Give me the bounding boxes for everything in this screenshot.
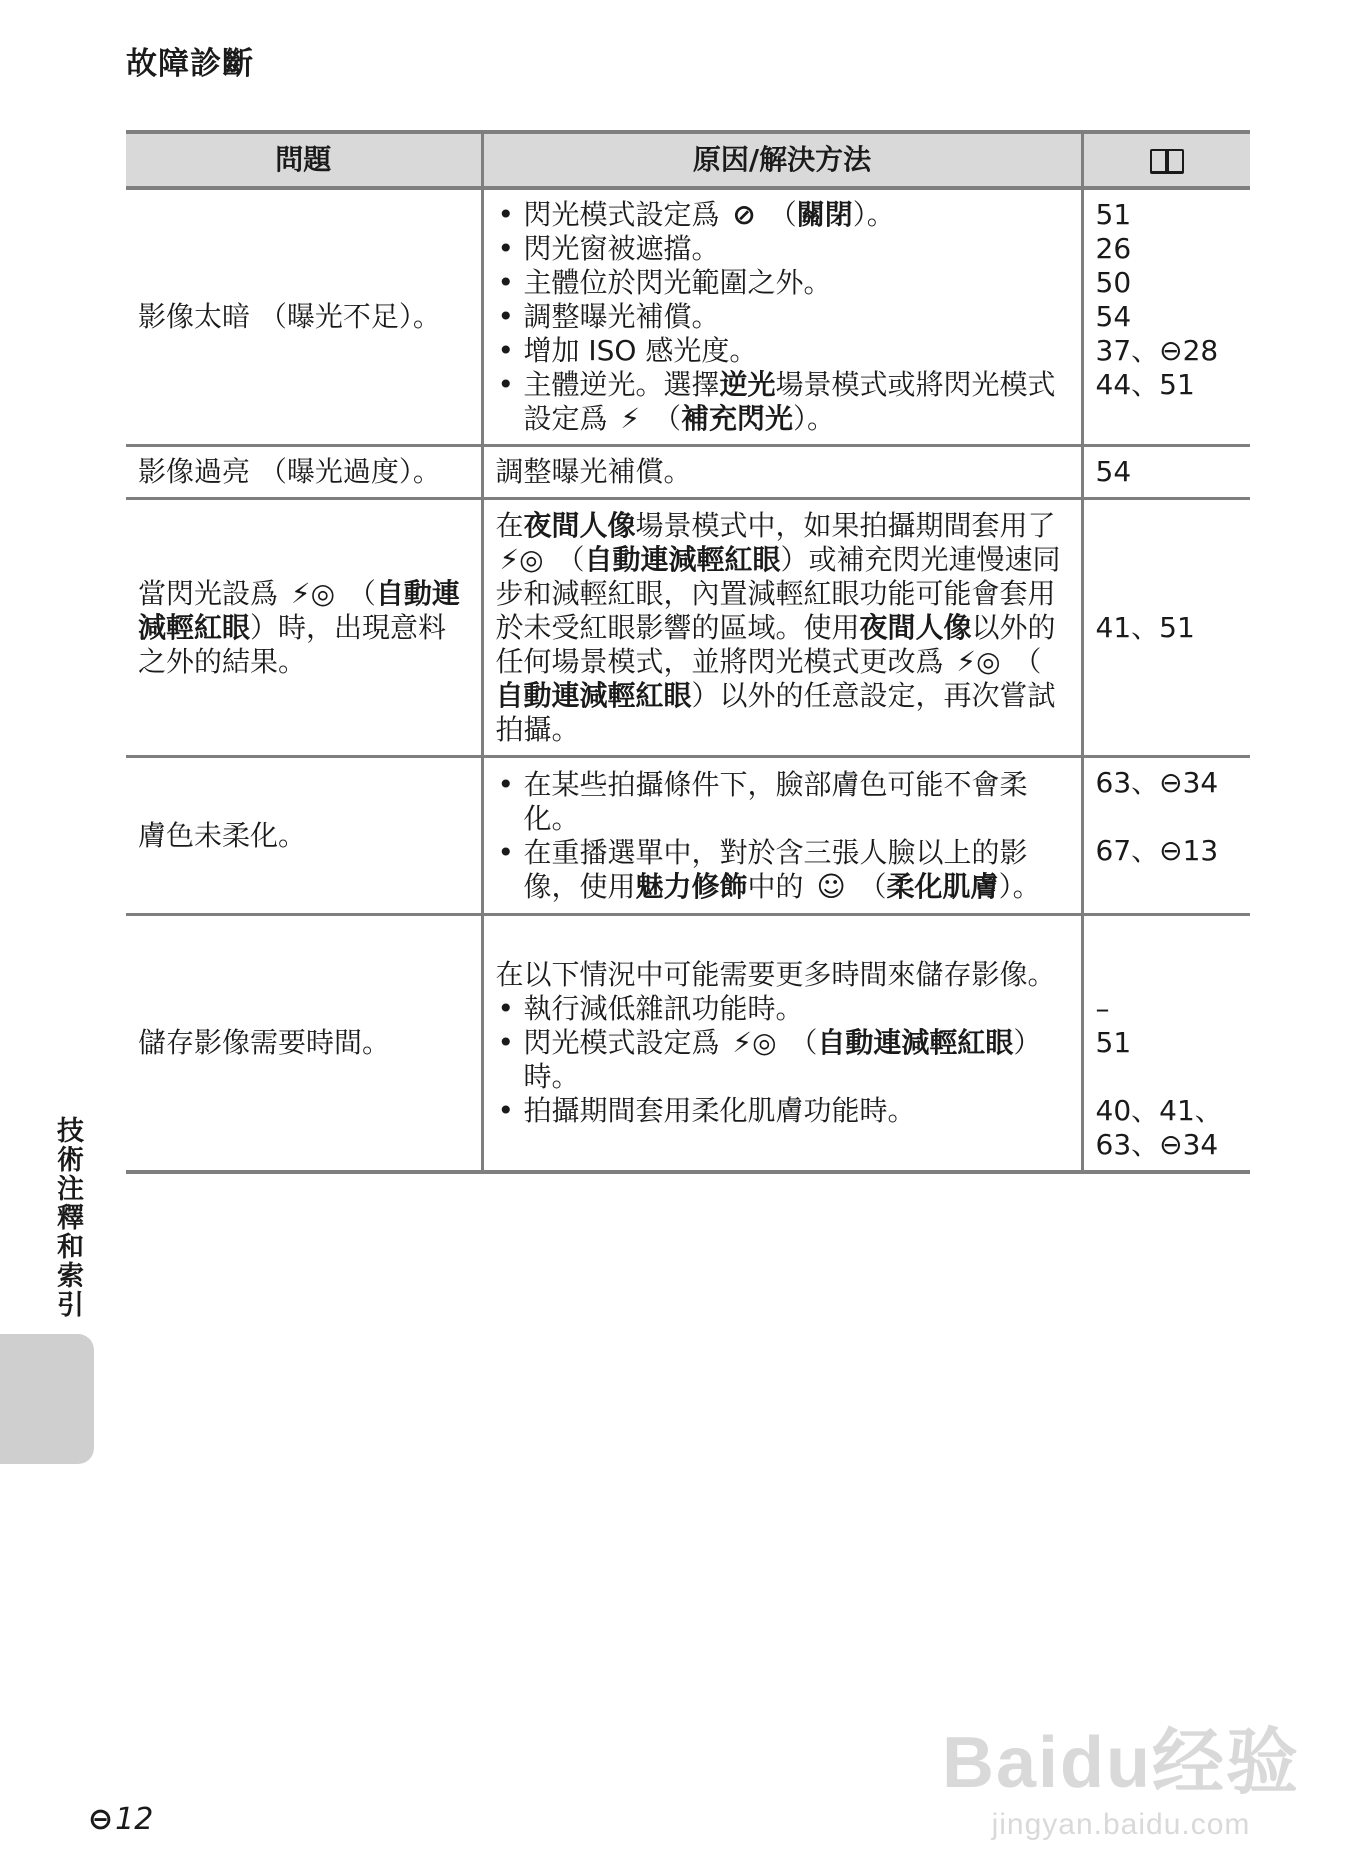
flash-off-icon: ⊘ bbox=[732, 198, 756, 231]
soft-skin-icon: ☺ bbox=[816, 869, 846, 903]
table-header-row bbox=[126, 132, 1250, 188]
reference-section-icon: ⊖ bbox=[88, 1802, 114, 1837]
problem-cell: 影像過亮 （曝光過度）。 bbox=[126, 446, 482, 499]
reference-cell bbox=[1082, 915, 1250, 1173]
list-item: • 在重播選單中，對於含三張人臉以上的影像，使用魅力修飾中的 ☺ （柔化肌膚）。 bbox=[496, 836, 1069, 904]
list-item: • 閃光模式設定爲 ⚡◎ （自動連減輕紅眼）時。 bbox=[496, 1026, 1069, 1094]
table-row bbox=[126, 499, 1250, 757]
cause-cell bbox=[482, 188, 1082, 446]
cause-intro: 在以下情況中可能需要更多時間來儲存影像。 bbox=[495, 958, 1056, 991]
problem-cell: 當閃光設爲 ⚡◎ （自動連減輕紅眼）時，出現意料之外的結果。 bbox=[126, 499, 482, 757]
bullet-list bbox=[496, 768, 1069, 904]
page-ref: 51 bbox=[1095, 198, 1132, 231]
page-ref: 40、41、 bbox=[1095, 1094, 1223, 1127]
bullet-list bbox=[496, 198, 1069, 436]
watermark bbox=[942, 1704, 1300, 1842]
reference-cell bbox=[1082, 499, 1250, 757]
book-icon bbox=[1150, 149, 1184, 173]
page-ref: 63、⊖34 bbox=[1095, 766, 1219, 799]
section-title: 故障診斷 bbox=[126, 46, 254, 82]
list-item: • 主體位於閃光範圍之外。 bbox=[496, 266, 1069, 300]
page-ref: 44、51 bbox=[1095, 368, 1195, 401]
list-item: • 在某些拍攝條件下，臉部膚色可能不會柔化。 bbox=[496, 768, 1069, 836]
problem-cell: 影像太暗 （曝光不足）。 bbox=[126, 188, 482, 446]
side-tab bbox=[0, 1334, 94, 1464]
cause-cell: 在夜間人像場景模式中，如果拍攝期間套用了 ⚡◎ （自動連減輕紅眼）或補充閃光連慢速同步和減輕紅眼，內置減輕紅眼功能可能會套用於未受紅眼影響的區域。使用夜間人像以外的任何場景模式，並將閃光模式更改爲 ⚡◎ （ 自動連減輕紅眼）以外的任意設定，再次嘗試拍攝。 bbox=[482, 499, 1082, 757]
list-item: • 拍攝期間套用柔化肌膚功能時。 bbox=[496, 1094, 1069, 1128]
list-item: • 執行減低雜訊功能時。 bbox=[496, 992, 1069, 1026]
table-row bbox=[126, 915, 1250, 1173]
side-section-label: 技術注釋和索引 bbox=[52, 1116, 83, 1319]
red-eye-flash-icon: ⚡◎ bbox=[290, 576, 335, 610]
troubleshooting-table bbox=[126, 130, 1250, 1174]
red-eye-flash-icon: ⚡◎ bbox=[732, 1026, 777, 1059]
watermark-logo: Baidu经验 bbox=[941, 1723, 1300, 1803]
header-cause-solution: 原因/解決方法 bbox=[482, 132, 1082, 188]
reference-cell bbox=[1082, 188, 1250, 446]
header-reference bbox=[1082, 132, 1250, 188]
list-item: • 閃光模式設定爲 ⊘ （關閉）。 bbox=[496, 198, 1069, 232]
table-row bbox=[126, 757, 1250, 915]
bullet-list bbox=[496, 992, 1069, 1128]
list-item: • 閃光窗被遮擋。 bbox=[496, 232, 1069, 266]
list-item: • 增加 ISO 感光度。 bbox=[496, 334, 1069, 368]
list-item: • 主體逆光。選擇逆光場景模式或將閃光模式設定爲 ⚡ （補充閃光）。 bbox=[496, 368, 1069, 436]
table-row bbox=[126, 446, 1250, 499]
page-ref: 54 bbox=[1095, 300, 1132, 333]
header-problem: 問題 bbox=[126, 132, 482, 188]
page-ref: 50 bbox=[1095, 266, 1132, 299]
cause-cell bbox=[482, 915, 1082, 1173]
red-eye-flash-icon: ⚡◎ bbox=[956, 644, 1001, 678]
watermark-url: jingyan.baidu.com bbox=[991, 1808, 1251, 1841]
red-eye-flash-icon: ⚡◎ bbox=[499, 542, 544, 576]
table-row bbox=[126, 188, 1250, 446]
reference-cell bbox=[1082, 757, 1250, 915]
list-item: • 調整曝光補償。 bbox=[496, 300, 1069, 334]
page-ref: 63、⊖34 bbox=[1095, 1128, 1219, 1161]
page-ref: 37、⊖28 bbox=[1095, 334, 1219, 367]
page-ref: 67、⊖13 bbox=[1095, 834, 1219, 867]
page-ref: 26 bbox=[1095, 232, 1132, 265]
problem-cell: 儲存影像需要時間。 bbox=[126, 915, 482, 1173]
problem-cell: 膚色未柔化。 bbox=[126, 757, 482, 915]
fill-flash-icon: ⚡ bbox=[620, 402, 641, 435]
reference-cell bbox=[1082, 446, 1250, 499]
page-ref: 51 bbox=[1095, 1026, 1132, 1059]
cause-cell: 調整曝光補償。 bbox=[482, 446, 1082, 499]
cause-cell bbox=[482, 757, 1082, 915]
page-ref: 41、51 bbox=[1095, 610, 1195, 644]
page-ref: – bbox=[1095, 992, 1110, 1025]
page-ref: 54 bbox=[1095, 455, 1132, 488]
page-number: ⊖12 bbox=[88, 1802, 154, 1837]
